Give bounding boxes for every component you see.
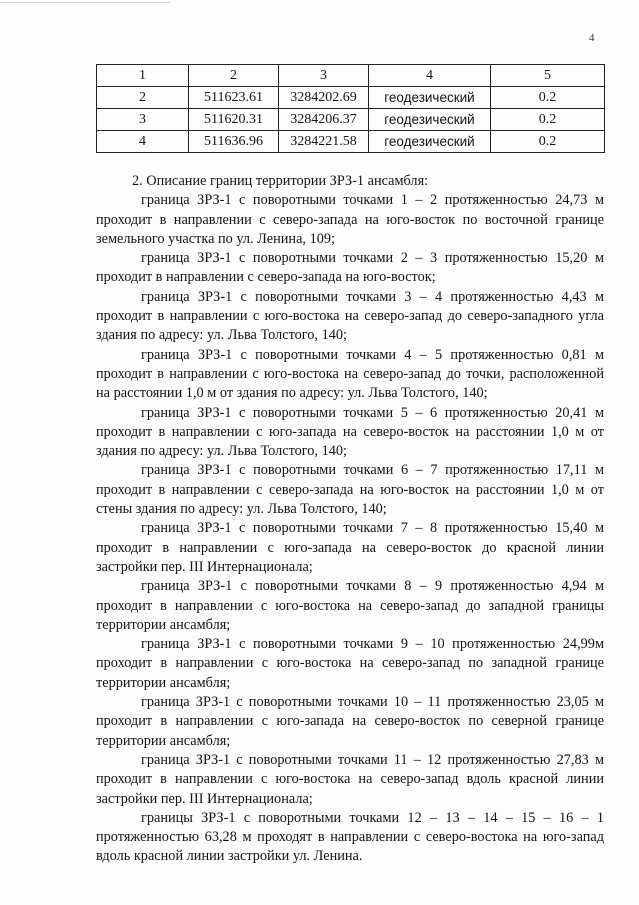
table-row — [97, 131, 605, 153]
header-cell: 4 — [369, 65, 491, 87]
section-heading: 2. Описание границ территории ЗРЗ-1 ансамбля: — [132, 173, 429, 189]
x-coordinate-cell: 511636.96 — [189, 131, 279, 153]
accuracy-cell: 0.2 — [491, 87, 605, 109]
header-cell: 5 — [491, 65, 605, 87]
header-cell: 1 — [97, 65, 189, 87]
top-rule — [0, 2, 170, 3]
header-cell: 2 — [189, 65, 279, 87]
method-cell: геодезический — [369, 131, 491, 153]
boundary-paragraph: граница ЗРЗ-1 с поворотными точками 1 – 2 протяженностью 24,73 м проходит в направлении с северо-запада на юго-восток по восточной границе земельного участка по ул. Ленина, 109; — [96, 192, 604, 247]
point-number-cell: 2 — [97, 87, 189, 109]
boundary-paragraph: граница ЗРЗ-1 с поворотными точками 2 – 3 протяженностью 15,20 м проходит в направлении с северо-запада на юго-восток; — [96, 250, 604, 286]
boundary-paragraph: граница ЗРЗ-1 с поворотными точками 8 – 9 протяженностью 4,94 м проходит в направлении с юго-востока на северо-запад до западной границы территории ансамбля; — [96, 578, 604, 633]
y-coordinate-cell: 3284221.58 — [279, 131, 369, 153]
page-number: 4 — [589, 32, 595, 44]
boundary-paragraph: граница ЗРЗ-1 с поворотными точками 9 – 10 протяженностью 24,99м проходит в направлении с юго-востока на северо-запад по западной границе территории ансамбля; — [96, 636, 604, 691]
boundary-paragraph: граница ЗРЗ-1 с поворотными точками 7 – 8 протяженностью 15,40 м проходит в направлении с юго-запада на северо-восток до красной линии застройки пер. III Интернационала; — [96, 520, 604, 575]
x-coordinate-cell: 511623.61 — [189, 87, 279, 109]
boundary-description — [96, 172, 604, 867]
boundary-paragraph: граница ЗРЗ-1 с поворотными точками 3 – 4 протяженностью 4,43 м проходит в направлении с юго-востока на северо-запад до северо-западного угла здания по адресу: ул. Льва Толстого, 140; — [96, 288, 604, 344]
point-number-cell: 3 — [97, 109, 189, 131]
boundary-paragraph: граница ЗРЗ-1 с поворотными точками 4 – 5 протяженностью 0,81 м проходит в направлении с юго-востока на северо-запад до точки, расположенной на расстоянии 1,0 м от здания по адресу: ул. Льва Толстого, 140; — [96, 346, 604, 402]
method-cell: геодезический — [369, 87, 491, 109]
header-cell: 3 — [279, 65, 369, 87]
boundary-paragraph: граница ЗРЗ-1 с поворотными точками 5 – 6 протяженностью 20,41 м проходит в направлении с юго-запада на северо-восток на расстоянии 1,0 м от здания по адресу: ул. Льва Толстого, 140; — [96, 404, 604, 460]
y-coordinate-cell: 3284206.37 — [279, 109, 369, 131]
boundary-paragraph: граница ЗРЗ-1 с поворотными точками 6 – 7 протяженностью 17,11 м проходит в направлении с северо-запада на юго-восток на расстоянии 1,0 м от стены здания по адресу: ул. Льва Толстого, 140; — [96, 462, 604, 518]
x-coordinate-cell: 511620.31 — [189, 109, 279, 131]
method-cell: геодезический — [369, 109, 491, 131]
accuracy-cell: 0.2 — [491, 109, 605, 131]
table-row — [97, 87, 605, 109]
boundary-paragraph: граница ЗРЗ-1 с поворотными точками 10 – 11 протяженностью 23,05 м проходит в направлении с юго-запада на северо-восток по северной границе территории ансамбля; — [96, 694, 604, 749]
y-coordinate-cell: 3284202.69 — [279, 87, 369, 109]
table-row — [97, 109, 605, 131]
table-header-row — [97, 65, 605, 87]
boundary-paragraph: границы ЗРЗ-1 с поворотными точками 12 – 13 – 14 – 15 – 16 – 1 протяженностью 63,28 м проходят в направлении с северо-востока на юго-запад вдоль красной линии застройки ул. Ленина. — [96, 809, 604, 865]
boundary-paragraph: граница ЗРЗ-1 с поворотными точками 11 – 12 протяженностью 27,83 м проходит в направлении с юго-востока на северо-запад вдоль красной линии застройки пер. III Интернационала; — [96, 751, 604, 807]
accuracy-cell: 0.2 — [491, 131, 605, 153]
point-number-cell: 4 — [97, 131, 189, 153]
coordinates-table — [96, 64, 605, 153]
